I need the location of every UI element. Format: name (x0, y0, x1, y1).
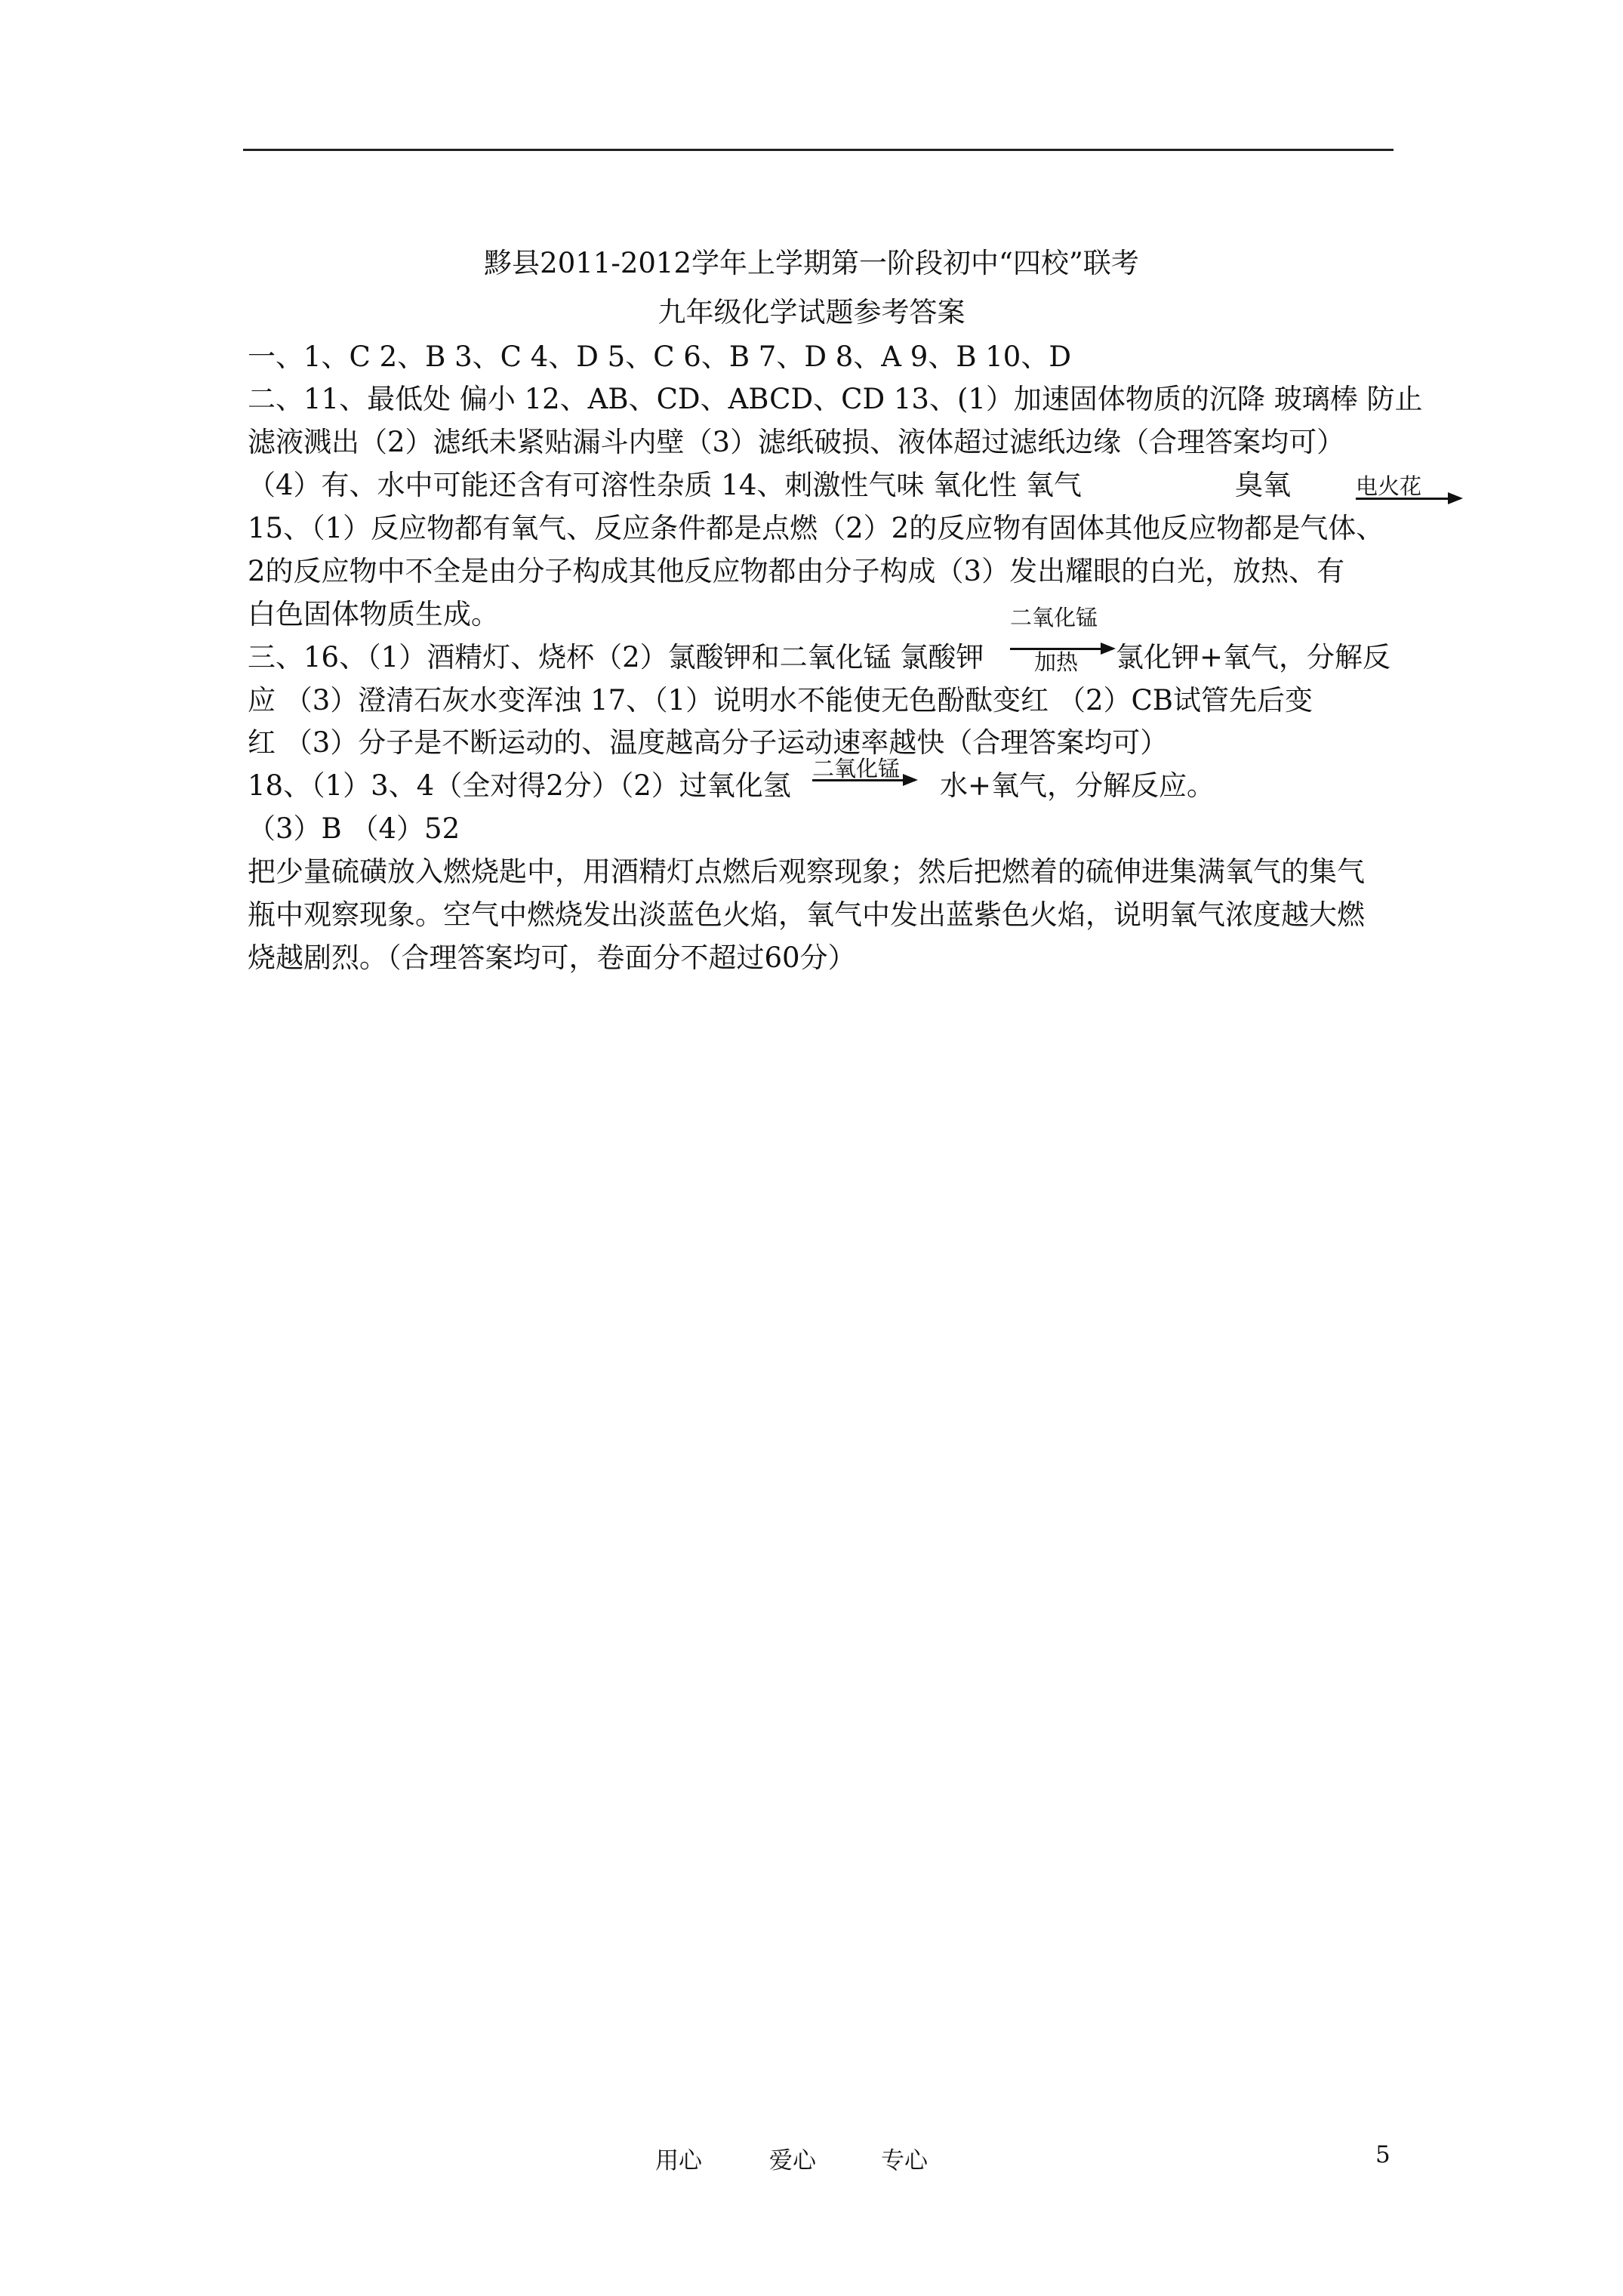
answer-line-2: 二、11、最低处 偏小 12、AB、CD、ABCD、CD 13、(1）加速固体物质的沉降 玻璃棒 防止 (248, 383, 1423, 415)
page-subtitle: 九年级化学试题参考答案 (658, 296, 965, 328)
answer-line-13: 把少量硫磺放入燃烧匙中，用酒精灯点燃后观察现象；然后把燃着的硫伸进集满氧气的集气 (248, 855, 1365, 888)
ozone-product: 臭氧 (1235, 469, 1291, 501)
reaction-arrow-spark (1356, 498, 1460, 500)
footer-motto-3: 专心 (881, 2147, 928, 2174)
answer-line-11: 18、（1）3、4（全对得2分）（2）过氧化氢 (248, 769, 791, 802)
answer-line-3: 滤液溅出（2）滤纸未紧贴漏斗内壁（3）滤纸破损、液体超过滤纸边缘（合理答案均可） (248, 426, 1345, 458)
answer-line-6: 2的反应物中不全是由分子构成其他反应物都由分子构成（3）发出耀眼的白光，放热、有 (248, 555, 1345, 587)
answer-line-12: （3）B （4）52 (248, 812, 460, 845)
answer-line-5: 15、（1）反应物都有氧气、反应条件都是点燃（2）2的反应物有固体其他反应物都是气体、 (248, 512, 1384, 544)
kclo3-product: 氯化钾+氧气，分解反 (1116, 641, 1391, 673)
answer-line-9: 应 （3）澄清石灰水变浑浊 17、（1）说明水不能使无色酚酞变红 （2）CB试管先后变 (248, 684, 1313, 717)
footer-motto-2: 爱心 (769, 2147, 816, 2174)
reaction-arrow-catalyst-2 (812, 779, 915, 781)
spark-condition: 电火花 (1356, 473, 1422, 499)
answer-line-15: 烧越剧烈。（合理答案均可，卷面分不超过60分） (248, 942, 856, 974)
answer-line-1: 一、1、C 2、B 3、C 4、D 5、C 6、B 7、D 8、A 9、B 10、D (248, 341, 1072, 373)
catalyst-condition-1: 二氧化锰 (1010, 605, 1098, 630)
h2o2-product: 水+氧气，分解反应。 (940, 769, 1215, 802)
page-title: 黟县2011-2012学年上学期第一阶段初中“四校”联考 (484, 247, 1139, 279)
answer-line-10: 红 （3）分子是不断运动的、温度越高分子运动速率越快（合理答案均可） (248, 726, 1169, 759)
footer-motto-1: 用心 (655, 2147, 702, 2174)
answer-line-4: （4）有、水中可能还含有可溶性杂质 14、刺激性气味 氧化性 氧气 (248, 469, 1082, 501)
header-rule (243, 149, 1394, 151)
page-number: 5 (1375, 2141, 1390, 2168)
catalyst-condition-2: 二氧化锰 (812, 756, 901, 781)
heat-condition: 加热 (1034, 649, 1079, 675)
answer-line-7: 白色固体物质生成。 (248, 598, 499, 630)
answer-line-14: 瓶中观察现象。空气中燃烧发出淡蓝色火焰，氧气中发出蓝紫色火焰，说明氧气浓度越大燃 (248, 898, 1365, 931)
answer-line-8: 三、16、（1）酒精灯、烧杯（2）氯酸钾和二氧化锰 氯酸钾 (248, 641, 984, 673)
